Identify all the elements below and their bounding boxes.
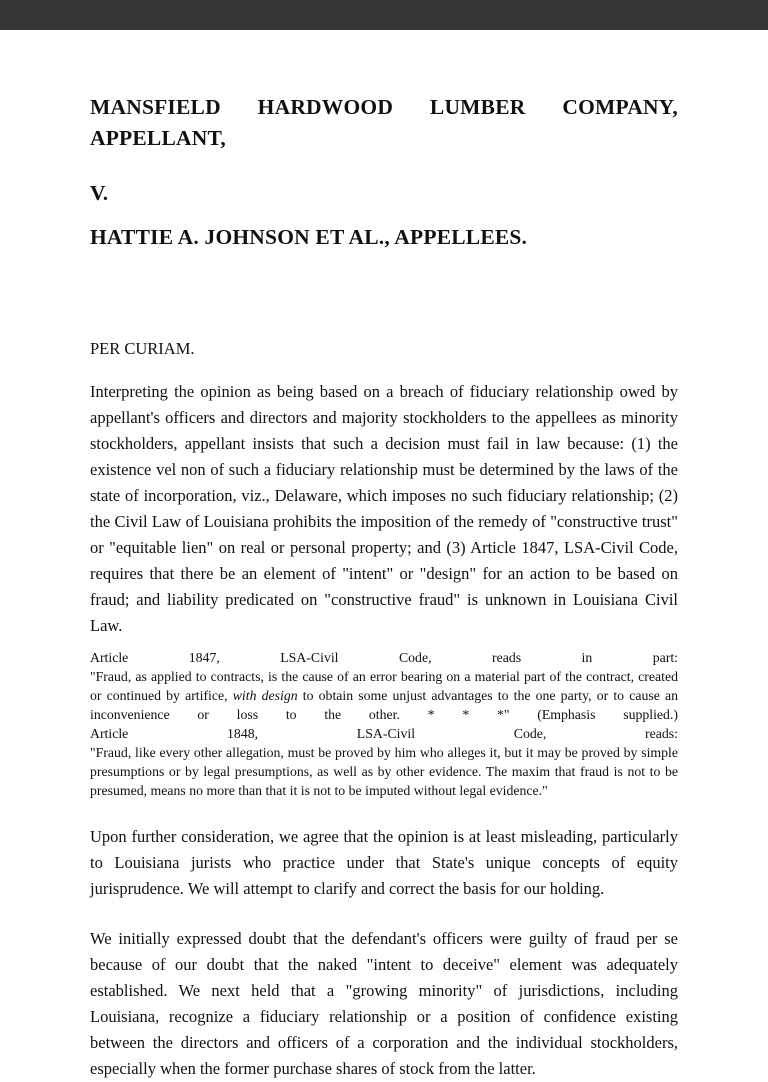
- opinion-paragraph-3: We initially expressed doubt that the defendant's officers were guilty of fraud per se because of our doubt that the naked "intent to deceive" element was adequately established. We next held that a "growing minority" of jurisdictions, including Louisiana, recognize a fiduciary relationship or a position of confidence existing between the directors and officers of a corporation and the individual stockholders, especially when the former purchase shares of stock from the latter.: [90, 929, 678, 1078]
- opinion-paragraph-1: Interpreting the opinion as being based on a breach of fiduciary relationship owed by appellant's officers and directors and majority stockholders to the appellees as minority stockholders, appellant insists that such a decision must fail in law because: (1) the existence vel non of such a fiduciary relationship must be determined by the laws of the state of incorporation, viz., Delaware, which imposes no such fiduciary relationship; (2) the Civil Law of Louisiana prohibits the imposition of the remedy of "constructive trust" or "equitable lien" on real or personal property; and (3) Article 1847, LSA-Civil Code, requires that there be an element of "intent" or "design" for an action to be based on fraud; and liability predicated on "constructive fraud" is unknown in Louisiana Civil Law.: [90, 382, 678, 635]
- article-1848-quote: "Fraud, like every other allegation, must be proved by him who alleges it, but it may be proved by simple presumptions or by legal presumptions, as well as by other evidence. The maxim that fraud is not to be presumed, means no more than that it is not to be imputed without legal evidence.": [90, 745, 678, 798]
- viewer-top-bar: [0, 0, 768, 30]
- article-1847-intro: Article 1847, LSA-Civil Code, reads in part:: [90, 650, 678, 665]
- parties-line: HATTIE A. JOHNSON ET AL., APPELLEES.: [90, 225, 528, 249]
- versus-line: V.: [90, 181, 109, 205]
- case-title: MANSFIELD HARDWOOD LUMBER COMPANY, APPELLANT,: [90, 95, 678, 150]
- article-1847-quote-emphasis: with design: [232, 688, 298, 703]
- document-page: [0, 30, 768, 1078]
- footnote-block: [90, 648, 678, 800]
- article-1848-intro: Article 1848, LSA-Civil Code, reads:: [90, 726, 678, 741]
- article-1847-quote-post: to obtain some unjust advantages to the one party, or to cause an inconvenience or loss to the other. * * *" (Emphasis supplied.): [90, 688, 678, 722]
- article-1847-quote-pre: "Fraud, as applied to contracts, is the cause of an error bearing on a material part of the contract, created or continued by artifice,: [90, 669, 678, 703]
- per-curiam-heading: PER CURIAM.: [90, 339, 195, 358]
- opinion-paragraph-2: Upon further consideration, we agree that the opinion is at least misleading, particularly to Louisiana jurists who practice under that State's unique concepts of equity jurisprudence. We will attempt to clarify and correct the basis for our holding.: [90, 827, 678, 898]
- article-1847-quote: [90, 667, 678, 724]
